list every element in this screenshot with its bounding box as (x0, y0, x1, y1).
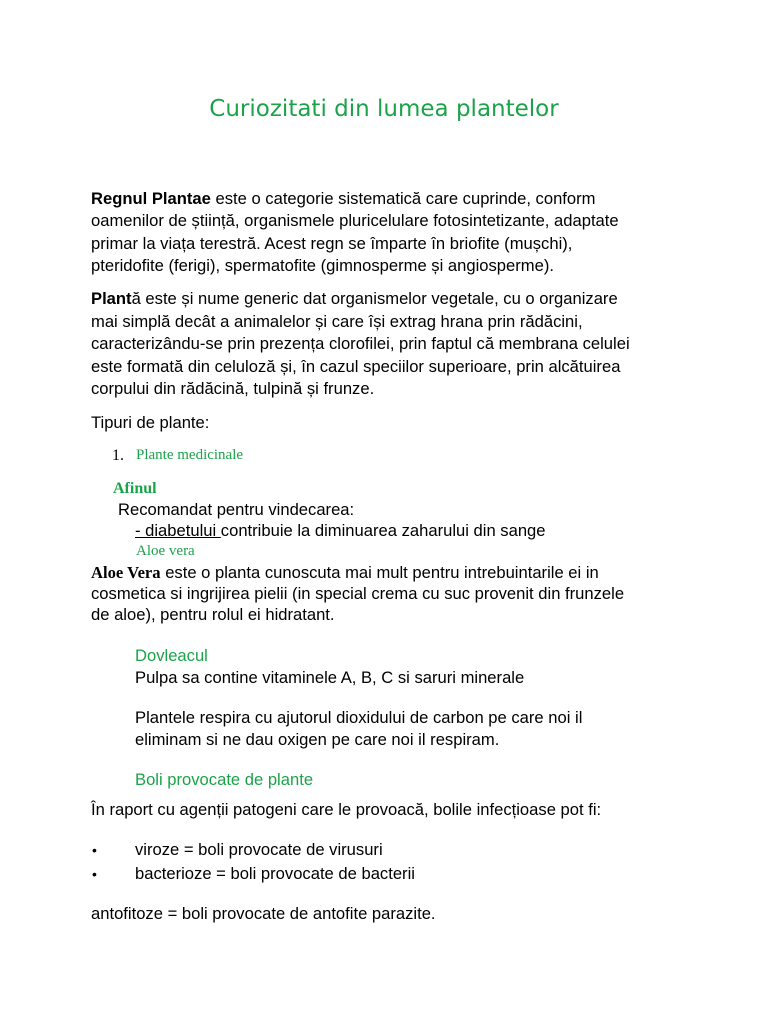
paragraph-regnul-line-1 (91, 189, 595, 209)
afinul-heading: Afinul (113, 480, 157, 497)
aloe-heading: Aloe vera (136, 543, 195, 559)
bullet-dot: • (92, 842, 97, 858)
dovleac-heading: Dovleacul (135, 646, 208, 665)
paragraph-planta-line-3: caracterizându-se prin prezența clorofilei, prin faptul că membrana celulei (91, 334, 630, 353)
paragraph-planta-line-5: corpului din rădăcină, tulpină și frunze. (91, 379, 375, 398)
boli-heading: Boli provocate de plante (135, 770, 314, 789)
aloe-bold-name: Aloe Vera (91, 563, 161, 582)
tipuri-heading: Tipuri de plante: (91, 413, 210, 432)
aloe-line-1 (91, 563, 599, 583)
paragraph-planta-line-4: este formată din celuloză și, în cazul speciilor superioare, prin alcătuirea (91, 357, 621, 376)
paragraph-regnul-line-2: oamenilor de știință, organismele pluricelulare fotosintetizante, adaptate (91, 211, 619, 230)
regnul-bold-term: Regnul Plantae (91, 189, 211, 208)
bullet-item-viroze: viroze = boli provocate de virusuri (135, 840, 383, 859)
paragraph-regnul-line-3: primar la viața terestră. Acest regn se împarte în briofite (mușchi), (91, 234, 573, 253)
paragraph-regnul-line-4: pteridofite (ferigi), spermatofite (gimnosperme și angiosperme). (91, 256, 554, 275)
bullet-dot: • (92, 866, 97, 882)
afinul-diabet-line (135, 521, 546, 541)
aloe-line-2: cosmetica si ingrijirea pielii (in special crema cu suc provenit din frunzele (91, 584, 625, 603)
page-title: Curiozitati din lumea plantelor (209, 96, 559, 122)
planta-bold-term: Plant (91, 289, 132, 308)
list-item-plante-medicinale: Plante medicinale (136, 447, 244, 463)
bullet-item-bacterioze: bacterioze = boli provocate de bacterii (135, 864, 415, 883)
text-span: este o planta cunoscuta mai mult pentru intrebuintarile ei in (160, 563, 599, 582)
paragraph-planta-line-2: mai simplă decât a animalelor și care își extrag hrana prin rădăcini, (91, 312, 583, 331)
diabetului-underlined: - diabetului (135, 521, 221, 540)
respira-line-1: Plantele respira cu ajutorul dioxidului de carbon pe care noi il (135, 708, 583, 727)
text-span: ă este și nume generic dat organismelor vegetale, cu o organizare (131, 289, 618, 308)
paragraph-planta-line-1 (91, 289, 618, 309)
respira-line-2: eliminam si ne dau oxigen pe care noi il respiram. (135, 730, 500, 749)
afinul-recommendation: Recomandat pentru vindecarea: (118, 500, 355, 519)
text-span: contribuie la diminuarea zaharului din sange (220, 521, 546, 540)
list-number: 1. (112, 447, 124, 464)
text-span: este o categorie sistematică care cuprinde, conform (210, 189, 596, 208)
boli-intro: În raport cu agenții patogeni care le provoacă, bolile infecțioase pot fi: (91, 800, 602, 819)
dovleac-text: Pulpa sa contine vitaminele A, B, C si saruri minerale (135, 668, 525, 687)
aloe-line-3: de aloe), pentru rolul ei hidratant. (91, 605, 335, 624)
antofitoze-line: antofitoze = boli provocate de antofite parazite. (91, 904, 436, 923)
